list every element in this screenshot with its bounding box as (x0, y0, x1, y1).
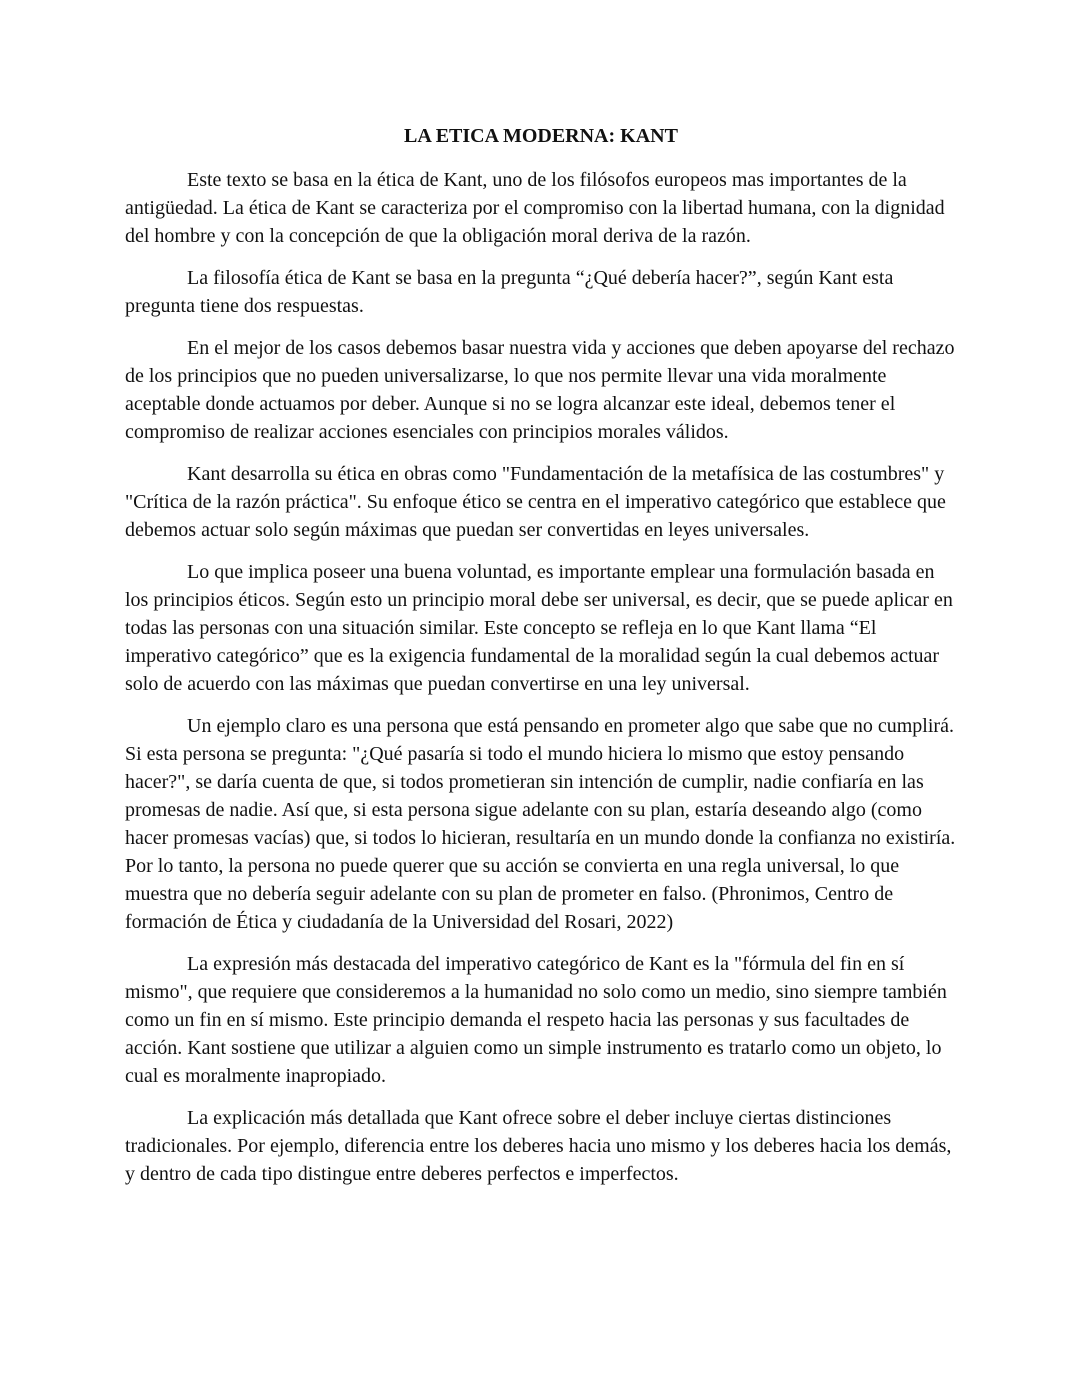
paragraph-example: Un ejemplo claro es una persona que está pensando en prometer algo que sabe que no cumplirá. Si esta persona se pregunta: "¿Qué pasaría si todo el mundo hiciera lo mismo que estoy pensando hacer?", se daría cuenta de que, si todos prometieran sin intención de cumplir, nadie confiaría en las promesas de nadie. Así que, si esta persona sigue adelante con su plan, estaría deseando algo (como hacer promesas vacías) que, si todos lo hicieran, resultaría en un mundo donde la confianza no existiría. Por lo tanto, la persona no puede querer que su acción se convierta en una regla universal, lo que muestra que no debería seguir adelante con su plan de prometer en falso. (Phronimos, Centro de formación de Ética y ciudadanía de la Universidad del Rosari, 2022) (125, 715, 956, 933)
paragraph-duties: La explicación más detallada que Kant ofrece sobre el deber incluye ciertas distinciones tradicionales. Por ejemplo, diferencia entre los deberes hacia uno mismo y los deberes hacia los demás, y dentro de cada tipo distingue entre deberes perfectos e imperfectos. (125, 1107, 952, 1185)
paragraph-best-case: En el mejor de los casos debemos basar nuestra vida y acciones que deben apoyarse del rechazo de los principios que no pueden universalizarse, lo que nos permite llevar una vida moralmente aceptable donde actuamos por deber. Aunque si no se logra alcanzar este ideal, debemos tener el compromiso de realizar acciones esenciales con principios morales válidos. (125, 337, 955, 443)
paragraph-question: La filosofía ética de Kant se basa en la pregunta “¿Qué debería hacer?”, según Kant esta pregunta tiene dos respuestas. (125, 267, 894, 317)
paragraph-end-in-itself: La expresión más destacada del imperativo categórico de Kant es la "fórmula del fin en sí mismo", que requiere que consideremos a la humanidad no solo como un medio, sino siempre también como un fin en sí mismo. Este principio demanda el respeto hacia las personas y sus facultades de acción. Kant sostiene que utilizar a alguien como un simple instrumento es tratarlo como un objeto, lo cual es moralmente inapropiado. (125, 953, 947, 1087)
paragraph-good-will: Lo que implica poseer una buena voluntad, es importante emplear una formulación basada en los principios éticos. Según esto un principio moral debe ser universal, es decir, que se puede aplicar en todas las personas con una situación similar. Este concepto se refleja en lo que Kant llama “El imperativo categórico” que es la exigencia fundamental de la moralidad según la cual debemos actuar solo de acuerdo con las máximas que puedan convertirse en una ley universal. (125, 561, 953, 695)
paragraph-works: Kant desarrolla su ética en obras como "Fundamentación de la metafísica de las costumbres" y "Crítica de la razón práctica". Su enfoque ético se centra en el imperativo categórico que establece que debemos actuar solo según máximas que puedan ser convertidas en leyes universales. (125, 463, 946, 541)
paragraph-intro: Este texto se basa en la ética de Kant, uno de los filósofos europeos mas importantes de la antigüedad. La ética de Kant se caracteriza por el compromiso con la libertad humana, con la dignidad del hombre y con la concepción de que la obligación moral deriva de la razón. (125, 169, 945, 247)
document-title: LA ETICA MODERNA: KANT (404, 125, 678, 147)
document-page (125, 122, 957, 1188)
